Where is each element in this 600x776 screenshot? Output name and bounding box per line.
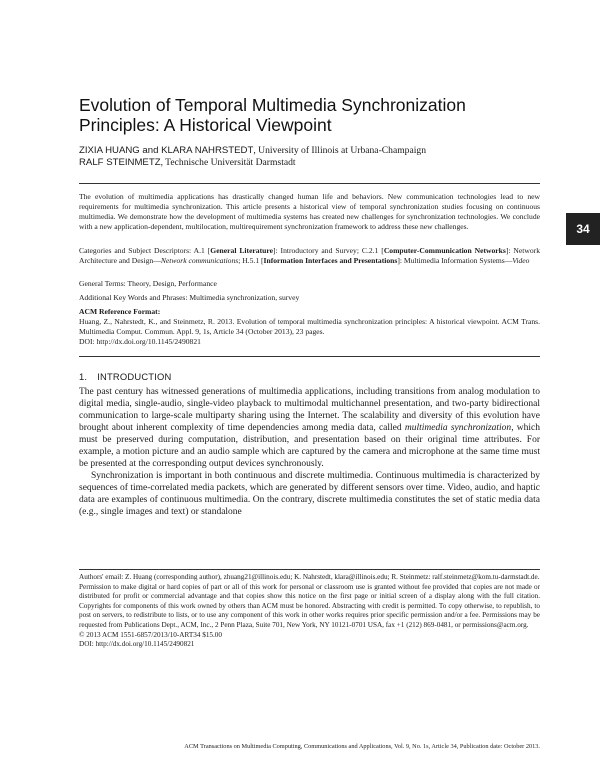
paper-title: [79, 95, 519, 135]
footnote-doi[interactable]: DOI: http://dx.doi.org/10.1145/2490821: [79, 640, 195, 649]
categories: Categories and Subject Descriptors: A.1 [General Literature]: Introductory and Survey; C.2.1 [Computer-Communication Networks]: Network Architecture and Design—Network communications; H.5.1 [Information Interfaces and Presentations]: Multimedia Information Systems—Video: [79, 246, 540, 265]
copyright-line: © 2013 ACM 1551-6857/2013/10-ART34 $15.00: [79, 630, 222, 639]
reference-heading: ACM Reference Format:: [79, 307, 161, 316]
author-names-2: RALF STEINMETZ: [79, 156, 161, 168]
general-terms: General Terms: Theory, Design, Performance: [79, 279, 217, 288]
top-rule: [79, 183, 540, 184]
permission-notice: Permission to make digital or hard copies of part or all of this work for personal or classroom use is granted without fee provided that copies are not made or distributed for profit or commercial advantage and that copies show this notice on the first page or initial screen of a display along with the full citation. Copyrights for components of this work owned by others than ACM must be honored. Abstracting with credit is permitted. To copy otherwise, to republish, to post on servers, to redistribute to lists, or to use any component of this work in other works requires prior specific permission and/or a fee. Permissions may be requested from Publications Dept., ACM, Inc., 2 Penn Plaza, Suite 701, New York, NY 10121-0701 USA, fax +1 (212) 869-0481, or permissions@acm.org.: [79, 582, 540, 629]
author-names-1: ZIXIA HUANG and KLARA NAHRSTEDT: [79, 145, 254, 156]
author-block: [79, 145, 539, 168]
author-line-1: [79, 145, 539, 157]
running-footer: ACM Transactions on Multimedia Computing, Communications and Applications, Vol. 9, No. 1s, Article 34, Publication date: October 2013.: [184, 743, 540, 750]
reference-doi[interactable]: DOI: http://dx.doi.org/10.1145/2490821: [79, 337, 201, 346]
author-affiliation-1: , University of Illinois at Urbana-Champaign: [253, 145, 426, 156]
intro-paragraph-1: The past century has witnessed generations of multimedia applications, including transitions from analog modulation to digital media, single-audio, single-video playback to multimodal multichannel presentation, and two-party bidirectional communication to large-scale multiparty sharing using the Internet. The scalability and diversity of this evolution have brought about inherent complexity of time dependencies among media data, called multimedia synchronization, which must be preserved during computation, distribution, and presentation based on their original time attributes. For example, a motion picture and an audio sample which are captured by the camera and microphone at the same time must be presented at the corresponding output devices synchronously.: [79, 387, 541, 469]
section-title: INTRODUCTION: [97, 371, 172, 382]
title-line-1: Evolution of Temporal Multimedia Synchronization: [79, 95, 466, 115]
footnote-block: [79, 573, 540, 650]
author-line-2: [79, 157, 539, 169]
title-line-2: Principles: A Historical Viewpoint: [79, 115, 332, 135]
page-number-tab: 34: [566, 213, 600, 245]
reference-format: [79, 307, 540, 347]
footnote-rule: [79, 569, 540, 570]
author-affiliation-2: , Technische Universität Darmstadt: [160, 156, 296, 168]
keywords: Additional Key Words and Phrases: Multimedia synchronization, survey: [79, 293, 300, 302]
intro-paragraph-2: Synchronization is important in both continuous and discrete multimedia. Continuous multimedia is characterized by sequences of time-correlated media packets, which are generated by different sensors over time. Video, audio, and haptic data are examples of continuous multimedia. On the contrary, discrete multimedia constitutes the set of static media data (e.g., single images and text) or standalone: [79, 471, 540, 517]
abstract-bottom-rule: [79, 356, 540, 357]
abstract: The evolution of multimedia applications has drastically changed human life and behaviors. New communication technologies lead to new requirements for multimedia synchronization. This article presents a historical view of temporal synchronization studies focusing on continuous multimedia. We demonstrate how the development of multimedia systems has created new challenges for synchronization technologies. We conclude with a new application-dependent, multilocation, multirequirement synchronization framework to address these new challenges.: [79, 192, 540, 231]
reference-text: Huang, Z., Nahrstedt, K., and Steinmetz, R. 2013. Evolution of temporal multimedia synchronization principles: A historical viewpoint. ACM Trans. Multimedia Comput. Commun. Appl. 9, 1s, Article 34 (October 2013), 23 pages.: [79, 317, 540, 336]
introduction-body: [79, 386, 540, 518]
section-heading: [79, 371, 172, 382]
section-number: 1.: [79, 371, 88, 382]
author-emails: Authors' email: Z. Huang (corresponding author), zhuang21@illinois.edu; K. Nahrstedt, klara@illinois.edu; R. Steinmetz: ralf.steinmetz@kom.tu-darmstadt.de.: [79, 573, 540, 581]
